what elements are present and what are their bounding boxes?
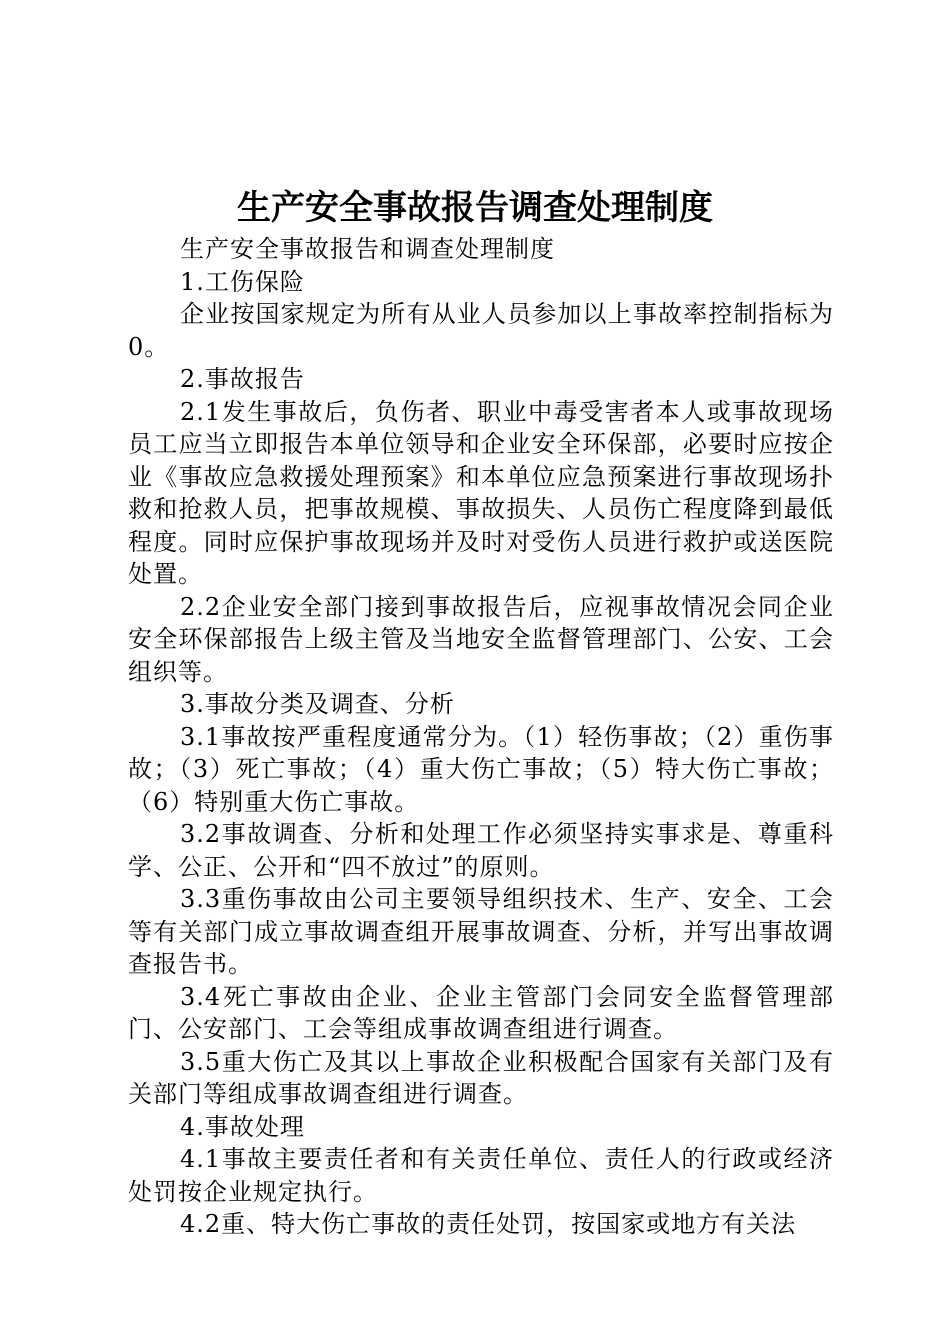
paragraph: 3.5重大伤亡及其以上事故企业积极配合国家有关部门及有关部门等组成事故调查组进行调查。: [128, 1047, 834, 1108]
paragraph: 企业按国家规定为所有从业人员参加以上事故率控制指标为0。: [128, 300, 834, 361]
paragraph: 3.1事故按严重程度通常分为。（1）轻伤事故；（2）重伤事故；（3）死亡事故；（4）重大伤亡事故；（5）特大伤亡事故；（6）特别重大伤亡事故。: [128, 722, 834, 816]
section-heading-2: 2.事故报告: [180, 365, 305, 393]
paragraph: 4.1事故主要责任者和有关责任单位、责任人的行政或经济处罚按企业规定执行。: [128, 1145, 834, 1206]
paragraph: 3.4死亡事故由企业、企业主管部门会同安全监督管理部门、公安部门、工会等组成事故调查组进行调查。: [128, 982, 834, 1043]
section-heading-3: 3.事故分类及调查、分析: [180, 690, 455, 718]
document-body: [128, 233, 834, 1241]
document-title: 生产安全事故报告调查处理制度: [237, 188, 713, 228]
section-heading-4: 4.事故处理: [180, 1112, 305, 1141]
paragraph: 4.2重、特大伤亡事故的责任处罚，按国家或地方有关法: [180, 1210, 797, 1238]
paragraph-subtitle: 生产安全事故报告和调查处理制度: [180, 235, 555, 263]
paragraph: 3.3重伤事故由公司主要领导组织技术、生产、安全、工会等有关部门成立事故调查组开展事故调查、分析，并写出事故调查报告书。: [128, 885, 834, 978]
section-heading-1: 1.工伤保险: [180, 267, 305, 296]
paragraph: 2.2企业安全部门接到事故报告后，应视事故情况会同企业安全环保部报告上级主管及当地安全监督管理部门、公安、工会组织等。: [128, 592, 834, 686]
paragraph: 2.1发生事故后，负伤者、职业中毒受害者本人或事故现场员工应当立即报告本单位领导和企业安全环保部，必要时应按企业《事故应急救援处理预案》和本单位应急预案进行事故现场扑救和抢救人员，把事故规模、事故损失、人员伤亡程度降到最低程度。同时应保护事故现场并及时对受伤人员进行救护或送医院处置。: [128, 397, 834, 588]
paragraph: 3.2事故调查、分析和处理工作必须坚持实事求是、尊重科学、公正、公开和“四不放过”的原则。: [128, 820, 834, 881]
